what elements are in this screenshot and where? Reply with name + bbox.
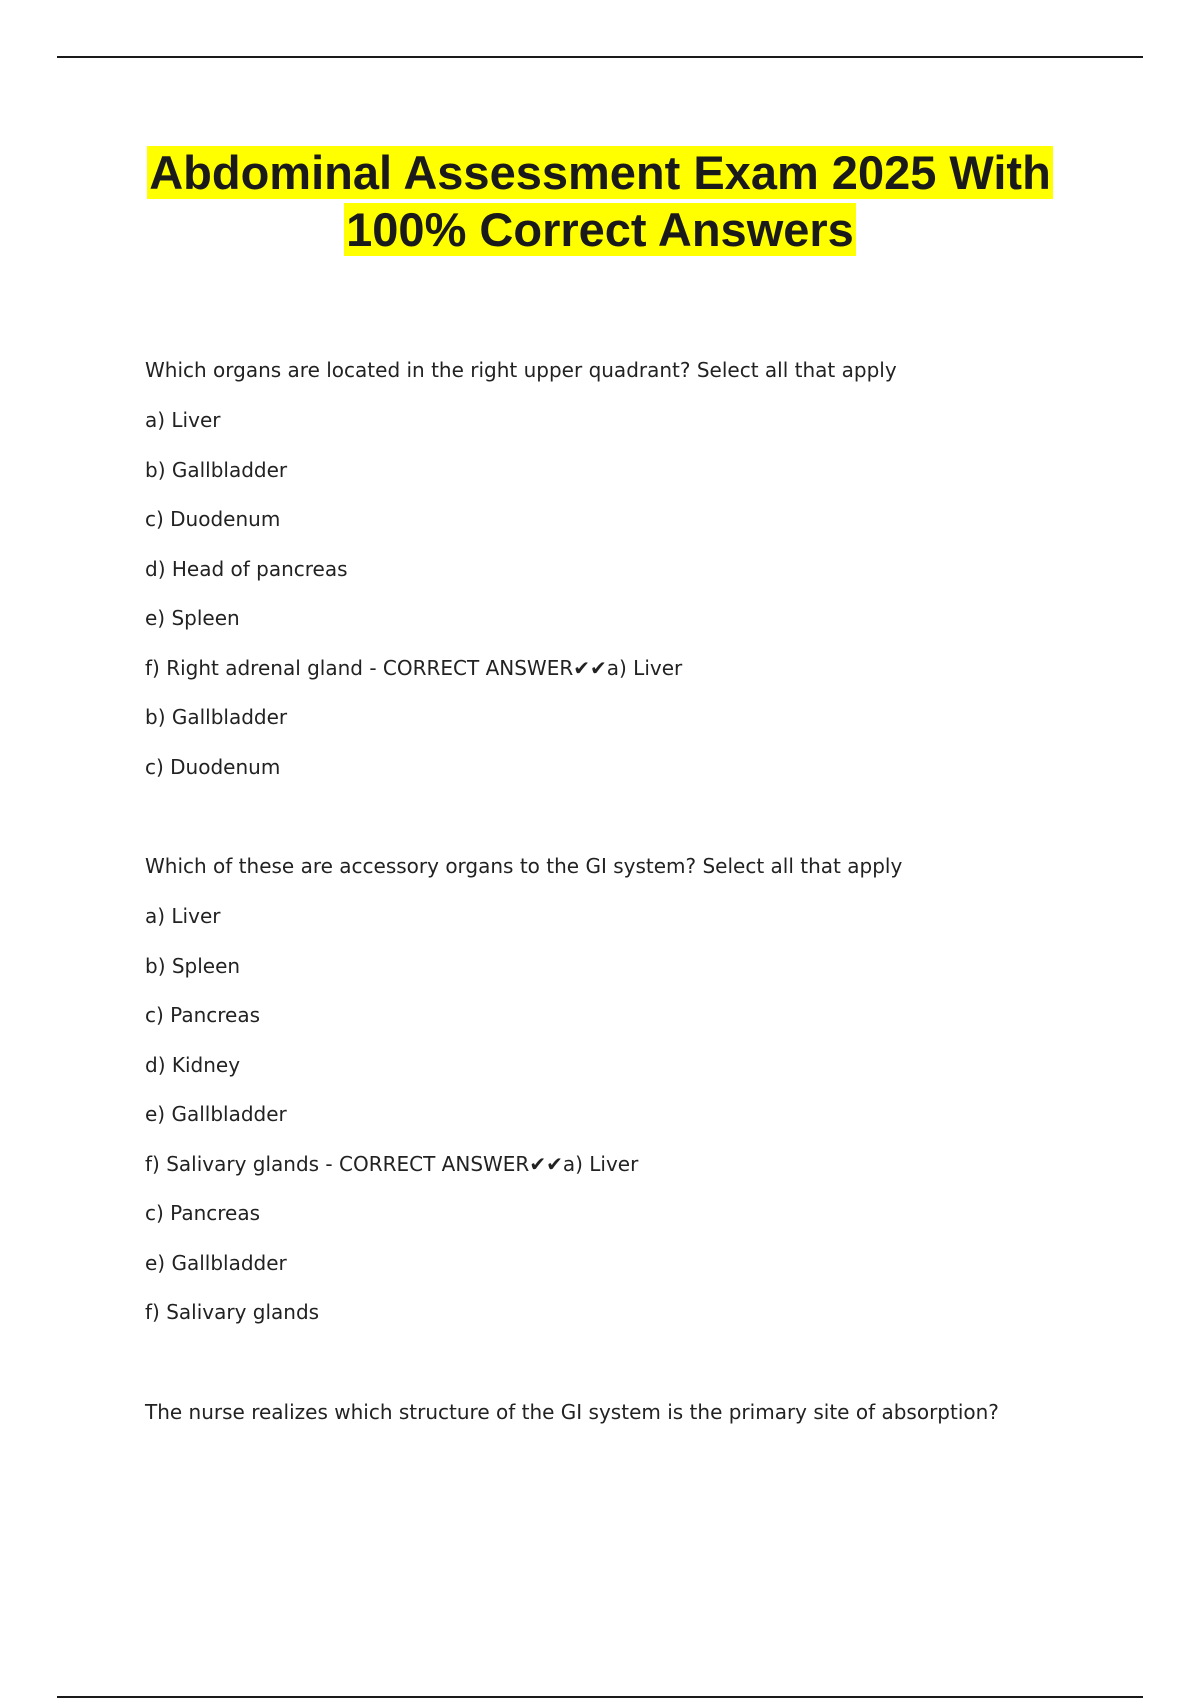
correct-answer-item: c) Pancreas — [145, 1201, 261, 1225]
answer-option: c) Pancreas — [145, 1003, 261, 1027]
title-line-1: Abdominal Assessment Exam 2025 With — [149, 146, 1051, 199]
correct-answer-item: c) Duodenum — [145, 754, 281, 779]
answer-option: a) Liver — [145, 408, 221, 432]
title-line-2: 100% Correct Answers — [346, 203, 854, 256]
answer-option: c) Duodenum — [145, 507, 281, 531]
question-text: Which of these are accessory organs to the GI system? Select all that apply — [145, 854, 903, 878]
document-title — [57, 144, 1143, 258]
answer-option: b) Gallbladder — [145, 457, 288, 482]
questions-list — [145, 356, 1145, 1448]
question-text: Which organs are located in the right upper quadrant? Select all that apply — [145, 358, 897, 382]
answer-option: e) Spleen — [145, 606, 240, 630]
correct-answer-line: f) Right adrenal gland - CORRECT ANSWER✔✔a) Liver — [145, 655, 683, 680]
correct-answer-line: f) Salivary glands - CORRECT ANSWER✔✔a) Liver — [145, 1151, 639, 1176]
question-spacer — [145, 1348, 1145, 1398]
answer-option: d) Head of pancreas — [145, 556, 348, 581]
answer-option: e) Gallbladder — [145, 1102, 287, 1126]
correct-answer-item: e) Gallbladder — [145, 1250, 287, 1275]
question-spacer — [145, 802, 1145, 852]
question-text: The nurse realizes which structure of the GI system is the primary site of absorption? — [145, 1399, 999, 1424]
answer-option: b) Spleen — [145, 953, 241, 978]
bottom-rule — [57, 1696, 1143, 1698]
answer-option: a) Liver — [145, 904, 221, 928]
answer-option: d) Kidney — [145, 1052, 241, 1077]
top-rule — [57, 56, 1143, 58]
correct-answer-item: b) Gallbladder — [145, 705, 288, 729]
correct-answer-item: f) Salivary glands — [145, 1300, 320, 1324]
